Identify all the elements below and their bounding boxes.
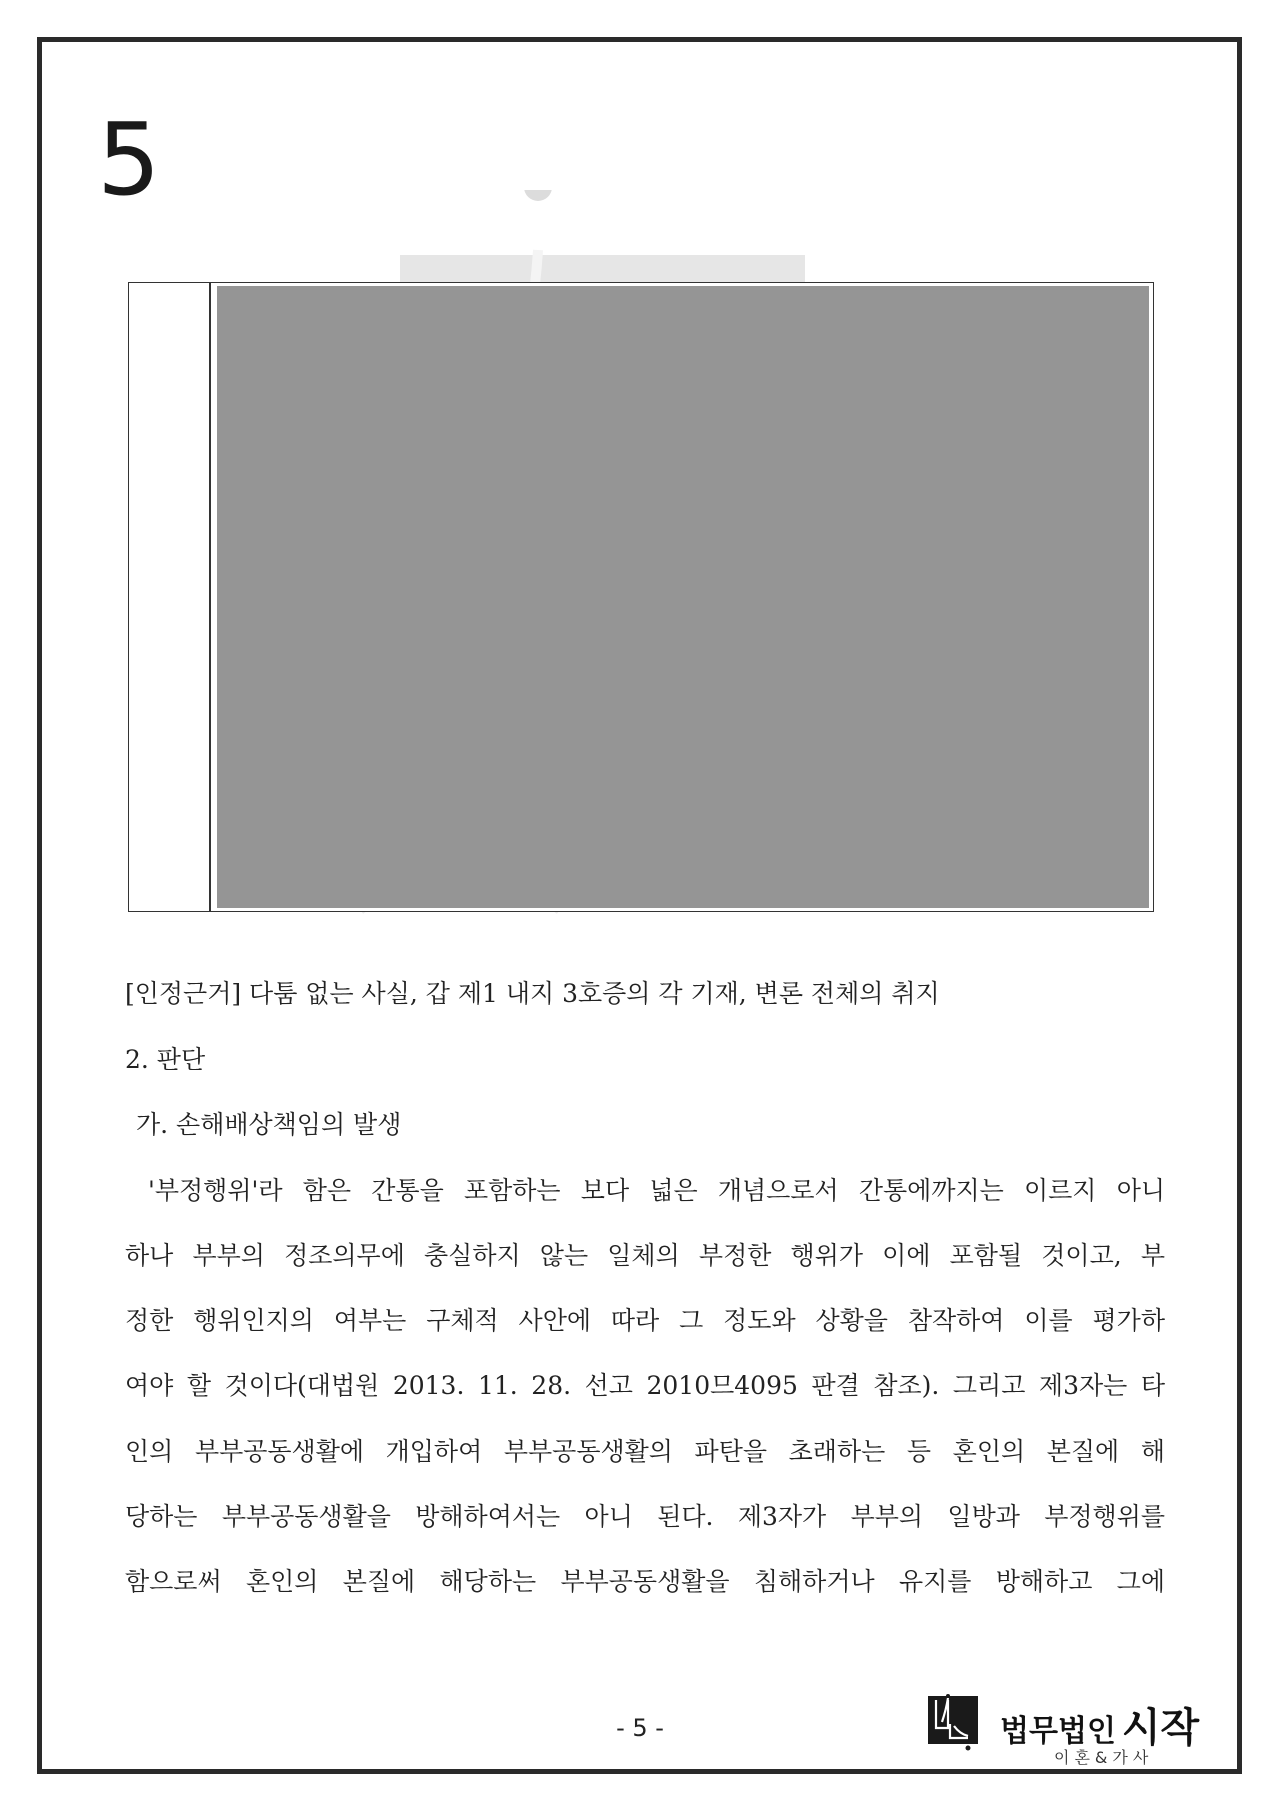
redaction-block [217,286,1149,908]
paragraph-line: 정한 행위인지의 여부는 구체적 사안에 따라 그 정도와 상황을 참작하여 이를 평가하 [125,1306,1165,1335]
evidence-line: [인정근거] 다툼 없는 사실, 갑 제1 내지 3호증의 각 기재, 변론 전체의 취지 [125,979,940,1008]
firm-name-prefix: 법무법인 [1000,1714,1116,1749]
paragraph-line: 여야 할 것이다(대법원 2013. 11. 28. 선고 2010므4095 판결 참조). 그리고 제3자는 타 [125,1371,1165,1400]
paragraph-line: 당하는 부부공동생활을 방해하여서는 아니 된다. 제3자가 부부의 일방과 부정행위를 [125,1502,1165,1531]
footer-page-number: - 5 - [616,1714,664,1742]
firm-logo-icon [928,1694,980,1752]
table-column-divider [209,283,211,911]
paragraph-line: 인의 부부공동생활에 개입하여 부부공동생활의 파탄을 초래하는 등 혼인의 본질에 해 [125,1437,1165,1466]
firm-subtitle: 이혼&가사 [1054,1748,1154,1767]
subsection-heading: 가. 손해배상책임의 발생 [136,1110,402,1139]
section-heading: 2. 판단 [125,1045,206,1074]
redacted-table [128,282,1154,912]
paragraph-line: 하나 부부의 정조의무에 충실하지 않는 일체의 부정한 행위가 이에 포함될 것이고, 부 [125,1241,1165,1270]
paragraph-line: 함으로써 혼인의 본질에 해당하는 부부공동생활을 침해하거나 유지를 방해하고 그에 [125,1567,1165,1596]
page-number-heading: 5 [97,101,161,218]
firm-name-main: 시작 [1121,1705,1200,1751]
paragraph-line: '부정행위'라 함은 간통을 포함하는 보다 넓은 개념으로서 간통에까지는 이르지 아니 [148,1176,1165,1205]
